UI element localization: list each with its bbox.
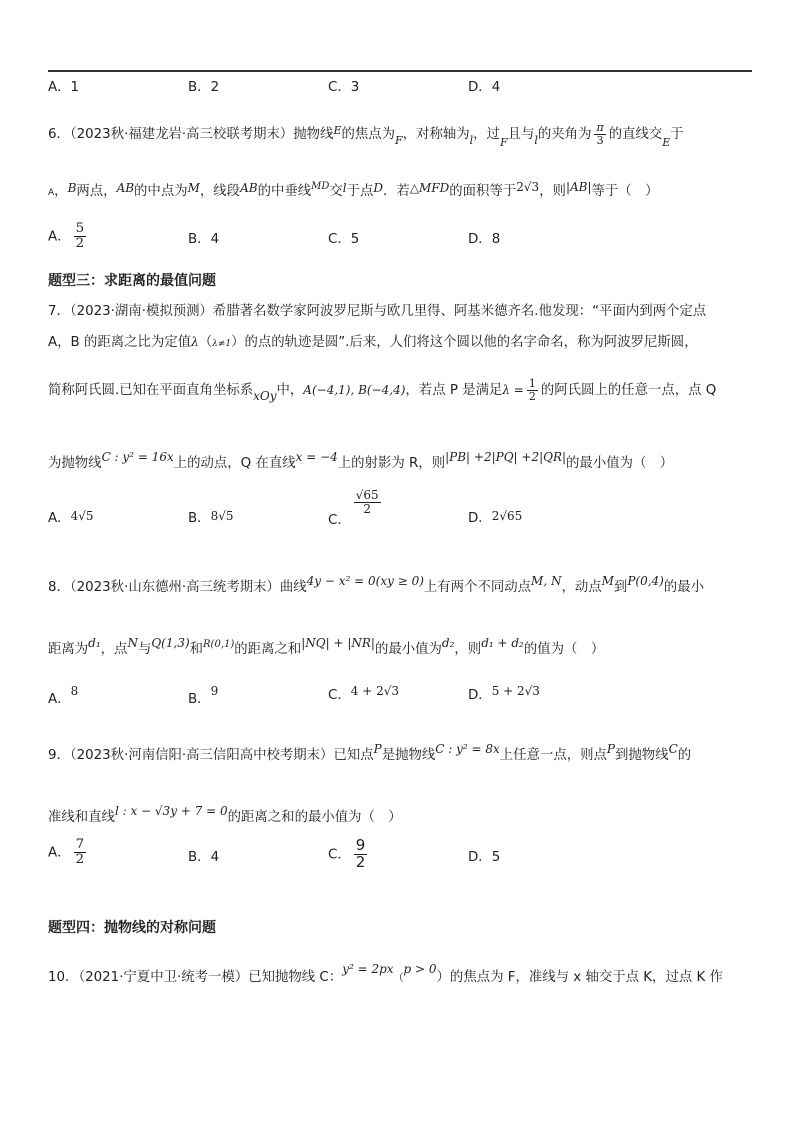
q8-option-a: [48, 684, 78, 707]
q6-abs-ab: |AB|: [565, 180, 592, 194]
q6-option-a-fraction: [74, 222, 87, 251]
q6-text: 于点: [346, 184, 374, 199]
q7-x-line: x = −4: [295, 450, 338, 464]
q7-text: 上的射影为 R，则: [337, 456, 446, 471]
q8-text: 与: [137, 642, 152, 657]
q6-var-b: B: [67, 181, 77, 195]
q10-text: （: [393, 973, 404, 984]
q8-point-r: R(0,1): [203, 639, 235, 650]
q9-option-c-den: 2: [355, 852, 366, 871]
q6-var-f: F: [395, 134, 403, 147]
q7-text: 简称阿氏圆.已知在平面直角坐标系: [48, 383, 254, 399]
q6-option-a: [48, 222, 89, 251]
q9-option-b: B．4: [188, 850, 220, 865]
q8-option-d-value: 5 + 2√3: [491, 684, 540, 698]
q7-option-b-value: 8√5: [210, 509, 234, 523]
q6-option-c: C．5: [328, 232, 360, 247]
q7-option-b: [188, 507, 234, 526]
q6-text: 且与: [507, 127, 535, 142]
q8-option-a-label: A．: [48, 692, 71, 707]
q7-line-1: 7．（2023·湖南·模拟预测）希腊著名数学家阿波罗尼斯与欧几里得、阿基米德齐名.他发现：“平面内到两个定点: [48, 304, 707, 319]
q7-lambda-num: 1: [528, 377, 536, 390]
q8-option-b-value: 9: [210, 684, 219, 698]
q9-text: 是抛物线: [381, 748, 436, 763]
q5-option-c: C．3: [328, 80, 360, 95]
q8-text: 距离为: [48, 642, 89, 657]
q9-text: 的距离之和的最小值为（ ）: [227, 810, 402, 825]
q7-text: ，若点 P 是满足: [405, 383, 503, 399]
q7-line-3: [48, 378, 758, 407]
q10-line-1: [48, 958, 758, 990]
q7-line-2: [48, 331, 758, 355]
q8-sum: |NQ| + |NR|: [301, 636, 375, 650]
q7-lambda-fraction: [527, 378, 538, 402]
q7-option-a-label: A．: [48, 511, 71, 526]
q9-option-d: D．5: [468, 850, 501, 865]
q9-text: 上任意一点，则点: [499, 748, 607, 763]
q7-text: 中，: [276, 383, 304, 399]
header-rule: [48, 70, 752, 72]
q8-n: N: [127, 636, 138, 650]
q10-condition: p > 0: [403, 962, 437, 976]
q8-option-d-label: D．: [468, 688, 492, 703]
q6-text: 的直线交: [608, 127, 663, 142]
q6-text: ，线段: [199, 184, 241, 199]
q6-text: 于: [670, 127, 684, 142]
q5-option-b: B．2: [188, 80, 220, 95]
q8-point-q: Q(1,3): [151, 636, 190, 650]
q6-area-value: 2√3: [516, 180, 540, 194]
q8-option-a-value: 8: [70, 684, 79, 698]
q8-text: ，动点: [561, 580, 602, 595]
q8-text: 上有两个不同动点: [423, 580, 532, 595]
q8-point-p: P(0,4): [627, 574, 664, 588]
q6-angle-den: 3: [596, 133, 604, 147]
q8-text: 8．（2023秋·山东德州·高三统考期末）曲线: [48, 580, 307, 595]
q9-option-c-num: 9: [355, 836, 366, 854]
q8-text: 到: [613, 580, 628, 595]
q9-text: 到抛物线: [615, 748, 669, 763]
q5-option-d: D．4: [468, 80, 501, 95]
q8-d2: d₂: [441, 636, 455, 650]
q10-text: 10．（2021·宁夏中卫·统考一模）已知抛物线 C：: [48, 970, 343, 985]
q9-line-1: [48, 738, 758, 767]
q6-var-l2: l: [534, 134, 538, 147]
q8-text: 的最小: [663, 580, 705, 595]
q6-text: 两点，: [76, 184, 117, 199]
q6-text: 交: [329, 184, 343, 199]
q9-c: C: [668, 742, 678, 756]
q6-text: 的面积等于: [449, 184, 517, 199]
q9-text: 的: [677, 748, 692, 763]
q6-number: 6．: [48, 127, 70, 142]
q7-text: ）的点的轨迹是圆”.后来，人们将这个圆以他的名字命名，称为阿波罗尼斯圆，: [231, 335, 698, 350]
q6-var-e2: E: [662, 136, 671, 149]
q8-d1-plus-d2: d₁ + d₂: [481, 636, 524, 650]
q6-var-md: MD: [311, 181, 330, 192]
q10-text: ）的焦点为 F，准线与 x 轴交于点 K，过点 K 作: [436, 970, 723, 985]
q6-triangle: △MFD: [409, 181, 450, 195]
q9-option-c: [328, 838, 370, 871]
q6-text: 的中点为: [134, 184, 188, 199]
q6-line-1: [48, 120, 758, 154]
q8-option-c: [328, 684, 399, 703]
q6-option-a-num: 5: [75, 221, 85, 236]
q7-option-d-label: D．: [468, 511, 492, 526]
q8-text: 的值为（ ）: [523, 642, 605, 657]
q6-option-d: D．8: [468, 232, 501, 247]
q9-text: 准线和直线: [48, 810, 115, 825]
q7-text: A，B 的距离之比为定值: [48, 335, 192, 350]
q7-option-d: [468, 507, 522, 526]
q7-expression: |PB| +2|PQ| +2|QR|: [445, 450, 567, 464]
q8-option-c-value: 4 + 2√3: [350, 684, 399, 698]
q7-text: 为抛物线: [48, 456, 102, 471]
q7-option-c-fraction: [354, 489, 381, 515]
q6-var-m: M: [187, 181, 200, 195]
q8-text: 的距离之和: [234, 642, 302, 657]
q7-line-4: [48, 446, 758, 475]
q7-option-a: [48, 507, 93, 526]
q9-option-a: [48, 838, 89, 867]
q9-option-a-num: 7: [75, 837, 85, 852]
q6-line-2: [48, 176, 758, 204]
q6-var-ab2: AB: [240, 181, 258, 195]
q7-text: 的最小值为（ ）: [566, 456, 674, 471]
q6-option-b: B．4: [188, 232, 220, 247]
q6-text: 的夹角为: [537, 127, 592, 142]
q6-text: ，则: [539, 184, 566, 199]
q7-points: A(−4,1), B(−4,4): [303, 383, 406, 398]
q6-text: ，对称轴为: [402, 127, 470, 142]
q6-source: （2023秋·福建龙岩·高三校联考期末）: [69, 127, 294, 142]
q7-option-c-num: √65: [355, 488, 379, 502]
q6-var-a: A: [48, 188, 55, 198]
q7-option-c-den: 2: [363, 501, 372, 516]
q8-option-b: [188, 684, 218, 707]
q8-m: M: [601, 574, 614, 588]
q6-option-a-label: A．: [48, 229, 71, 245]
q9-line-2: [48, 800, 758, 829]
q7-text: 上的动点，Q 在直线: [173, 456, 296, 471]
q9-text: 9．（2023秋·河南信阳·高三信阳高中校考期末）已知点: [48, 748, 374, 763]
q6-var-f2: F: [499, 136, 508, 149]
q9-line-l: l : x − √3y + 7 = 0: [114, 804, 228, 818]
q6-var-ab: AB: [116, 181, 135, 195]
q6-angle-num: π: [596, 120, 604, 134]
q7-lambda-ne: λ≠1: [212, 339, 232, 349]
q9-option-c-label: C．: [328, 847, 351, 863]
q8-text: ，则: [454, 642, 482, 657]
q7-lambda: λ: [191, 335, 199, 349]
q7-parabola: C : y² = 16x: [101, 450, 174, 464]
q8-option-d: [468, 684, 540, 703]
q8-mn: M, N: [531, 574, 562, 588]
q6-angle-fraction: [594, 122, 605, 146]
q6-text: 的中垂线: [257, 184, 312, 199]
q9-option-a-fraction: [74, 838, 87, 867]
q6-option-a-den: 2: [75, 236, 85, 252]
q8-line-2: [48, 632, 758, 661]
q8-option-b-label: B．: [188, 692, 211, 707]
q6-text: ．若: [383, 184, 410, 199]
q8-line-1: [48, 570, 758, 599]
q7-lambda-den: 2: [528, 389, 536, 403]
q7-option-b-label: B．: [188, 511, 211, 526]
q9-parabola: C : y² = 8x: [435, 742, 500, 756]
q8-text: 和: [189, 642, 204, 657]
q7-option-c-label: C．: [328, 513, 351, 529]
q9-p2: P: [606, 742, 615, 756]
q7-option-a-value: 4√5: [70, 509, 94, 523]
q7-text: （: [198, 335, 213, 350]
q8-option-c-label: C．: [328, 688, 351, 703]
q7-xoy: xOy: [253, 389, 277, 404]
q9-option-c-fraction: [354, 838, 368, 871]
q6-text: ，: [54, 184, 68, 199]
q6-var-l: l: [469, 134, 474, 147]
q6-var-e: E: [333, 124, 342, 137]
q9-p: P: [373, 742, 382, 756]
q6-text: 的焦点为: [341, 127, 396, 142]
q6-text: 等于（ ）: [591, 184, 659, 199]
q6-text: ，过: [473, 127, 500, 142]
q5-option-a: A．1: [48, 80, 80, 95]
q6-var-l3: l: [342, 181, 347, 195]
q8-text: 的最小值为: [374, 642, 442, 657]
q8-text: ，点: [100, 642, 128, 657]
q10-equation: y² = 2px: [342, 962, 394, 976]
q8-d1: d₁: [88, 636, 101, 650]
section-heading-4: 题型四：抛物线的对称问题: [48, 920, 216, 936]
section-heading-3: 题型三：求距离的最值问题: [48, 273, 216, 289]
q6-text: 抛物线: [293, 127, 334, 142]
q7-option-c: [328, 489, 384, 528]
q7-text: 的阿氏圆上的任意一点，点 Q: [540, 383, 717, 399]
q6-var-d: D: [373, 181, 384, 195]
q7-lambda-eq: λ =: [502, 383, 524, 398]
q7-option-d-value: 2√65: [491, 509, 523, 523]
q9-option-a-label: A．: [48, 845, 71, 861]
q8-curve: 4y − x² = 0(xy ≥ 0): [306, 574, 424, 588]
q9-option-a-den: 2: [75, 852, 85, 868]
